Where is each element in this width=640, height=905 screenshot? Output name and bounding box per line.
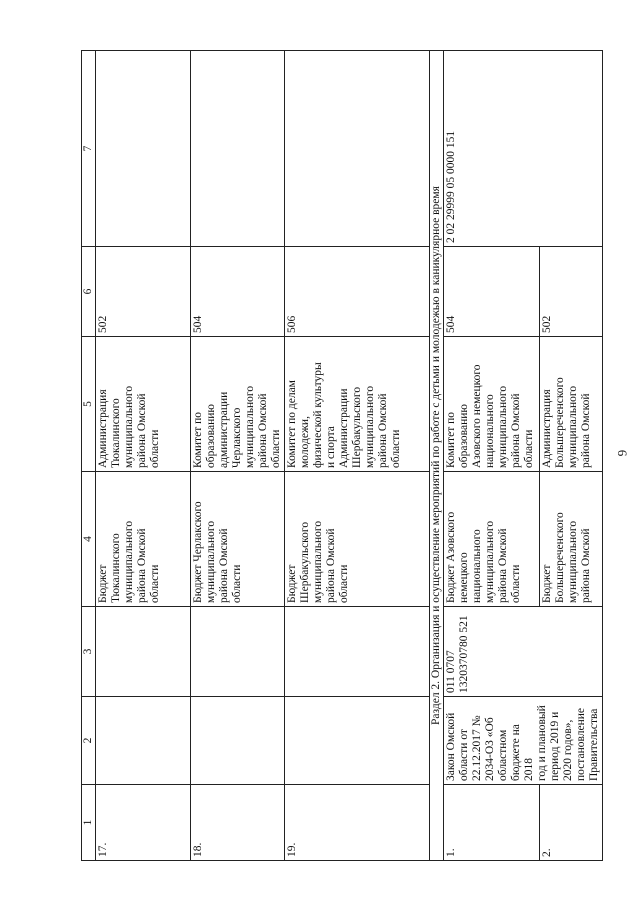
- column-number: 1: [82, 785, 96, 861]
- budget-recipient-cell: Бюджет Черлакского муниципального района Омской области: [191, 472, 285, 607]
- revenue-code-cell: [191, 51, 285, 247]
- legal-basis-cell: [191, 697, 285, 785]
- budget-recipient-cell: Бюджет Большереченского муниципального района Омской: [540, 472, 603, 607]
- row-number: 1.: [444, 785, 540, 861]
- section-title: Раздел 2. Организация и осуществление мероприятий по работе с детьми и молодежью в каникулярное время: [430, 51, 444, 861]
- administrator-cell: Администрация Большереченского муниципального района Омской: [540, 337, 603, 472]
- admin-code-cell: 504: [191, 247, 285, 337]
- revenue-code-cell: [285, 51, 430, 247]
- administrator-cell: Администрация Тюкалинского муниципального района Омской области: [96, 337, 191, 472]
- budget-code-cell: [191, 607, 285, 697]
- table-row: [191, 51, 285, 861]
- administrator-cell: Комитет по делам молодежи, физической культуры и спорта Администрации Шербакульского муниципального района Омской области: [285, 337, 430, 472]
- budget-table: [81, 50, 603, 861]
- administrator-cell: Комитет по образованию администрации Черлакского муниципального района Омской области: [191, 337, 285, 472]
- table-row: [285, 51, 430, 861]
- revenue-code-cell: [96, 51, 191, 247]
- column-number: 2: [82, 697, 96, 785]
- legal-basis-cell: Закон Омской области от 22.12.2017 № 2034-ОЗ «Об областном бюджете на 2018 год и плановый период 2019 и 2020 годов», постановление Правительства: [444, 697, 603, 785]
- column-number: 4: [82, 472, 96, 607]
- column-number: 6: [82, 247, 96, 337]
- row-number: 19.: [285, 785, 430, 861]
- budget-recipient-cell: Бюджет Азовского немецкого национального муниципального района Омской области: [444, 472, 540, 607]
- rotated-page-content: [81, 51, 600, 861]
- column-number: 7: [82, 51, 96, 247]
- budget-recipient-cell: Бюджет Шербакульского муниципального района Омской области: [285, 472, 430, 607]
- revenue-code-cell: 2 02 29999 05 0000 151: [444, 51, 603, 247]
- column-number: 3: [82, 607, 96, 697]
- table-row: [444, 51, 540, 861]
- admin-code-cell: 502: [96, 247, 191, 337]
- admin-code-cell: 502: [540, 247, 603, 337]
- administrator-cell: Комитет по образованию Азовского немецкого национального муниципального района Омской области: [444, 337, 540, 472]
- budget-recipient-cell: Бюджет Тюкалинского муниципального района Омской области: [96, 472, 191, 607]
- legal-basis-cell: [96, 697, 191, 785]
- budget-code-cell: [96, 607, 191, 697]
- row-number: 2.: [540, 785, 603, 861]
- budget-code-cell: 011 0707 1320370780 521: [444, 607, 603, 697]
- table-row: [96, 51, 191, 861]
- legal-basis-cell: [285, 697, 430, 785]
- admin-code-cell: 506: [285, 247, 430, 337]
- row-number: 18.: [191, 785, 285, 861]
- budget-code-cell: [285, 607, 430, 697]
- section-header-row: [430, 51, 444, 861]
- row-number: 17.: [96, 785, 191, 861]
- admin-code-cell: 504: [444, 247, 540, 337]
- page-number: 6: [615, 449, 630, 457]
- column-number-row: [82, 51, 96, 861]
- column-number: 5: [82, 337, 96, 472]
